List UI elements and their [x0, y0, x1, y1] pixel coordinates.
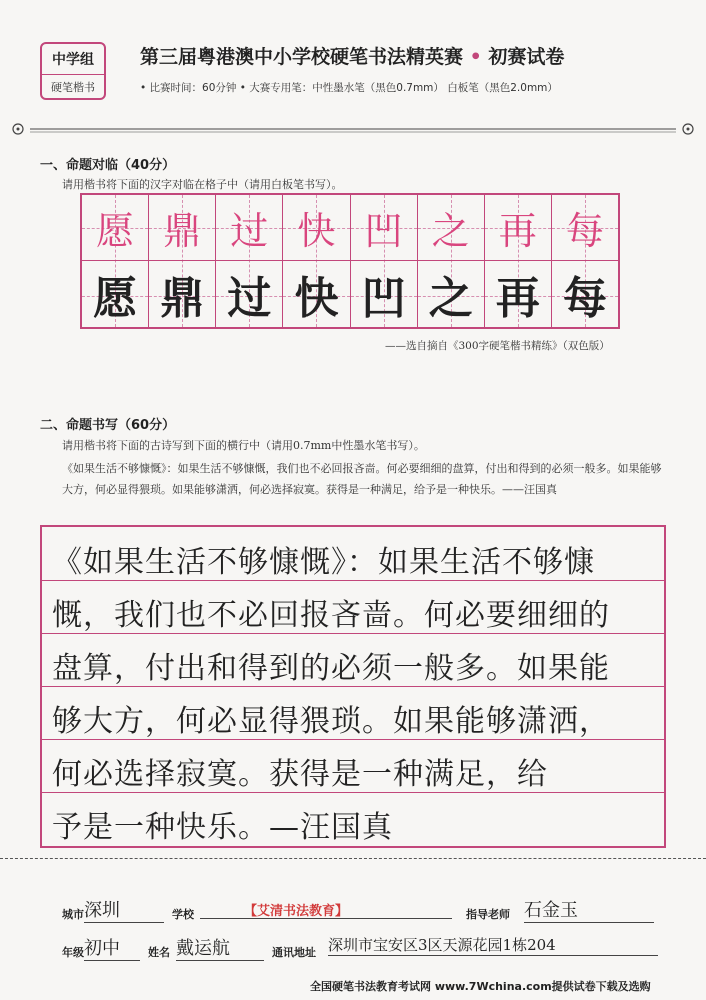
- grid-cell: [82, 195, 149, 327]
- handwritten-char: 愿: [93, 273, 138, 324]
- ornament-divider: [0, 122, 706, 136]
- section2-heading: 二、命题书写（60分）: [40, 418, 176, 433]
- copy-grid: [80, 193, 620, 329]
- badge-group-label: 中学组: [42, 44, 104, 75]
- address-label: 通讯地址: [272, 946, 316, 959]
- title-main: 第三届粤港澳中小学校硬笔书法精英赛: [140, 46, 464, 68]
- handwritten-char: 再: [495, 273, 540, 324]
- source-citation: ——选自摘自《300字硬笔楷书精练》（双色版）: [385, 340, 610, 352]
- name-field[interactable]: 戴运航: [176, 934, 264, 961]
- name-label: 姓名: [148, 946, 170, 959]
- grid-cell: [485, 195, 552, 327]
- group-badge: [40, 42, 106, 100]
- handwritten-line: 盘算，付出和得到的必须一般多。如果能: [52, 651, 610, 686]
- reference-char: 过: [216, 195, 282, 261]
- competition-info: • 比赛时间：60分钟 • 大赛专用笔：中性墨水笔（黑色0.7mm） 白板笔（黑色2.0mm）: [140, 82, 558, 94]
- section1-heading: 一、命题对临（40分）: [40, 158, 176, 173]
- teacher-field[interactable]: 石金玉: [524, 896, 654, 923]
- page-title: [140, 42, 564, 69]
- grade-label: 年级: [62, 946, 84, 959]
- handwritten-line: 够大方，何必显得猥琐。如果能够潇洒，: [52, 704, 610, 739]
- title-suffix: 初赛试卷: [488, 46, 565, 68]
- handwritten-char: 过: [227, 273, 272, 324]
- grid-cell: [149, 195, 216, 327]
- handwritten-char: 每: [562, 273, 607, 324]
- handwritten-line: 《如果生活不够慷慨》：如果生活不够慷: [52, 545, 595, 580]
- reference-char: 快: [283, 195, 349, 261]
- school-stamp: 【艾清书法教育】: [244, 904, 349, 919]
- reference-char: 鼎: [149, 195, 215, 261]
- handwritten-char: 之: [428, 273, 473, 324]
- writing-box: [40, 525, 666, 848]
- handwritten-line: 何必选择寂寞。获得是一种满足，给: [52, 757, 548, 792]
- handwritten-char: 鼎: [160, 273, 205, 324]
- reference-char: 之: [418, 195, 484, 261]
- handwritten-line: 予是一种快乐。—汪国真: [52, 810, 393, 845]
- section1-instruction: 请用楷书将下面的汉字对临在格子中（请用白板笔书写）。: [62, 178, 343, 191]
- poem-text: 《如果生活不够慷慨》：如果生活不够慷慨，我们也不必回报吝啬。何必要细细的盘算，付出和得到的必须一般多。如果能够大方，何必显得猥琐。如果能够潇洒，何必选择寂寞。获得是一种满足，给予是一种快乐。——汪国真: [62, 462, 662, 496]
- reference-char: 愿: [82, 195, 148, 261]
- city-label: 城市: [62, 908, 84, 921]
- address-field[interactable]: 深圳市宝安区3区天源花园1栋204: [328, 934, 658, 956]
- grid-cell: [552, 195, 618, 327]
- handwritten-char: 凹: [361, 273, 406, 324]
- handwritten-char: 快: [294, 273, 339, 324]
- grid-cell: [351, 195, 418, 327]
- section2-instruction: 请用楷书将下面的古诗写到下面的横行中（请用0.7mm中性墨水笔书写）。: [62, 439, 425, 452]
- grid-cell: [283, 195, 350, 327]
- reference-char: 每: [552, 195, 618, 261]
- badge-category-label: 硬笔楷书: [51, 81, 95, 94]
- footer-note: 全国硬笔书法教育考试网 www.7Wchina.com提供试卷下载及选购: [310, 980, 651, 993]
- grid-cell: [216, 195, 283, 327]
- cut-line: [0, 858, 706, 859]
- handwritten-line: 慨，我们也不必回报吝啬。何必要细细的: [52, 598, 610, 633]
- grade-field[interactable]: 初中: [84, 934, 140, 961]
- city-field[interactable]: 深圳: [84, 896, 164, 923]
- reference-char: 再: [485, 195, 551, 261]
- title-dot: •: [469, 46, 482, 68]
- grid-cell: [418, 195, 485, 327]
- reference-char: 凹: [351, 195, 417, 261]
- school-label: 学校: [172, 908, 194, 921]
- teacher-label: 指导老师: [466, 908, 510, 921]
